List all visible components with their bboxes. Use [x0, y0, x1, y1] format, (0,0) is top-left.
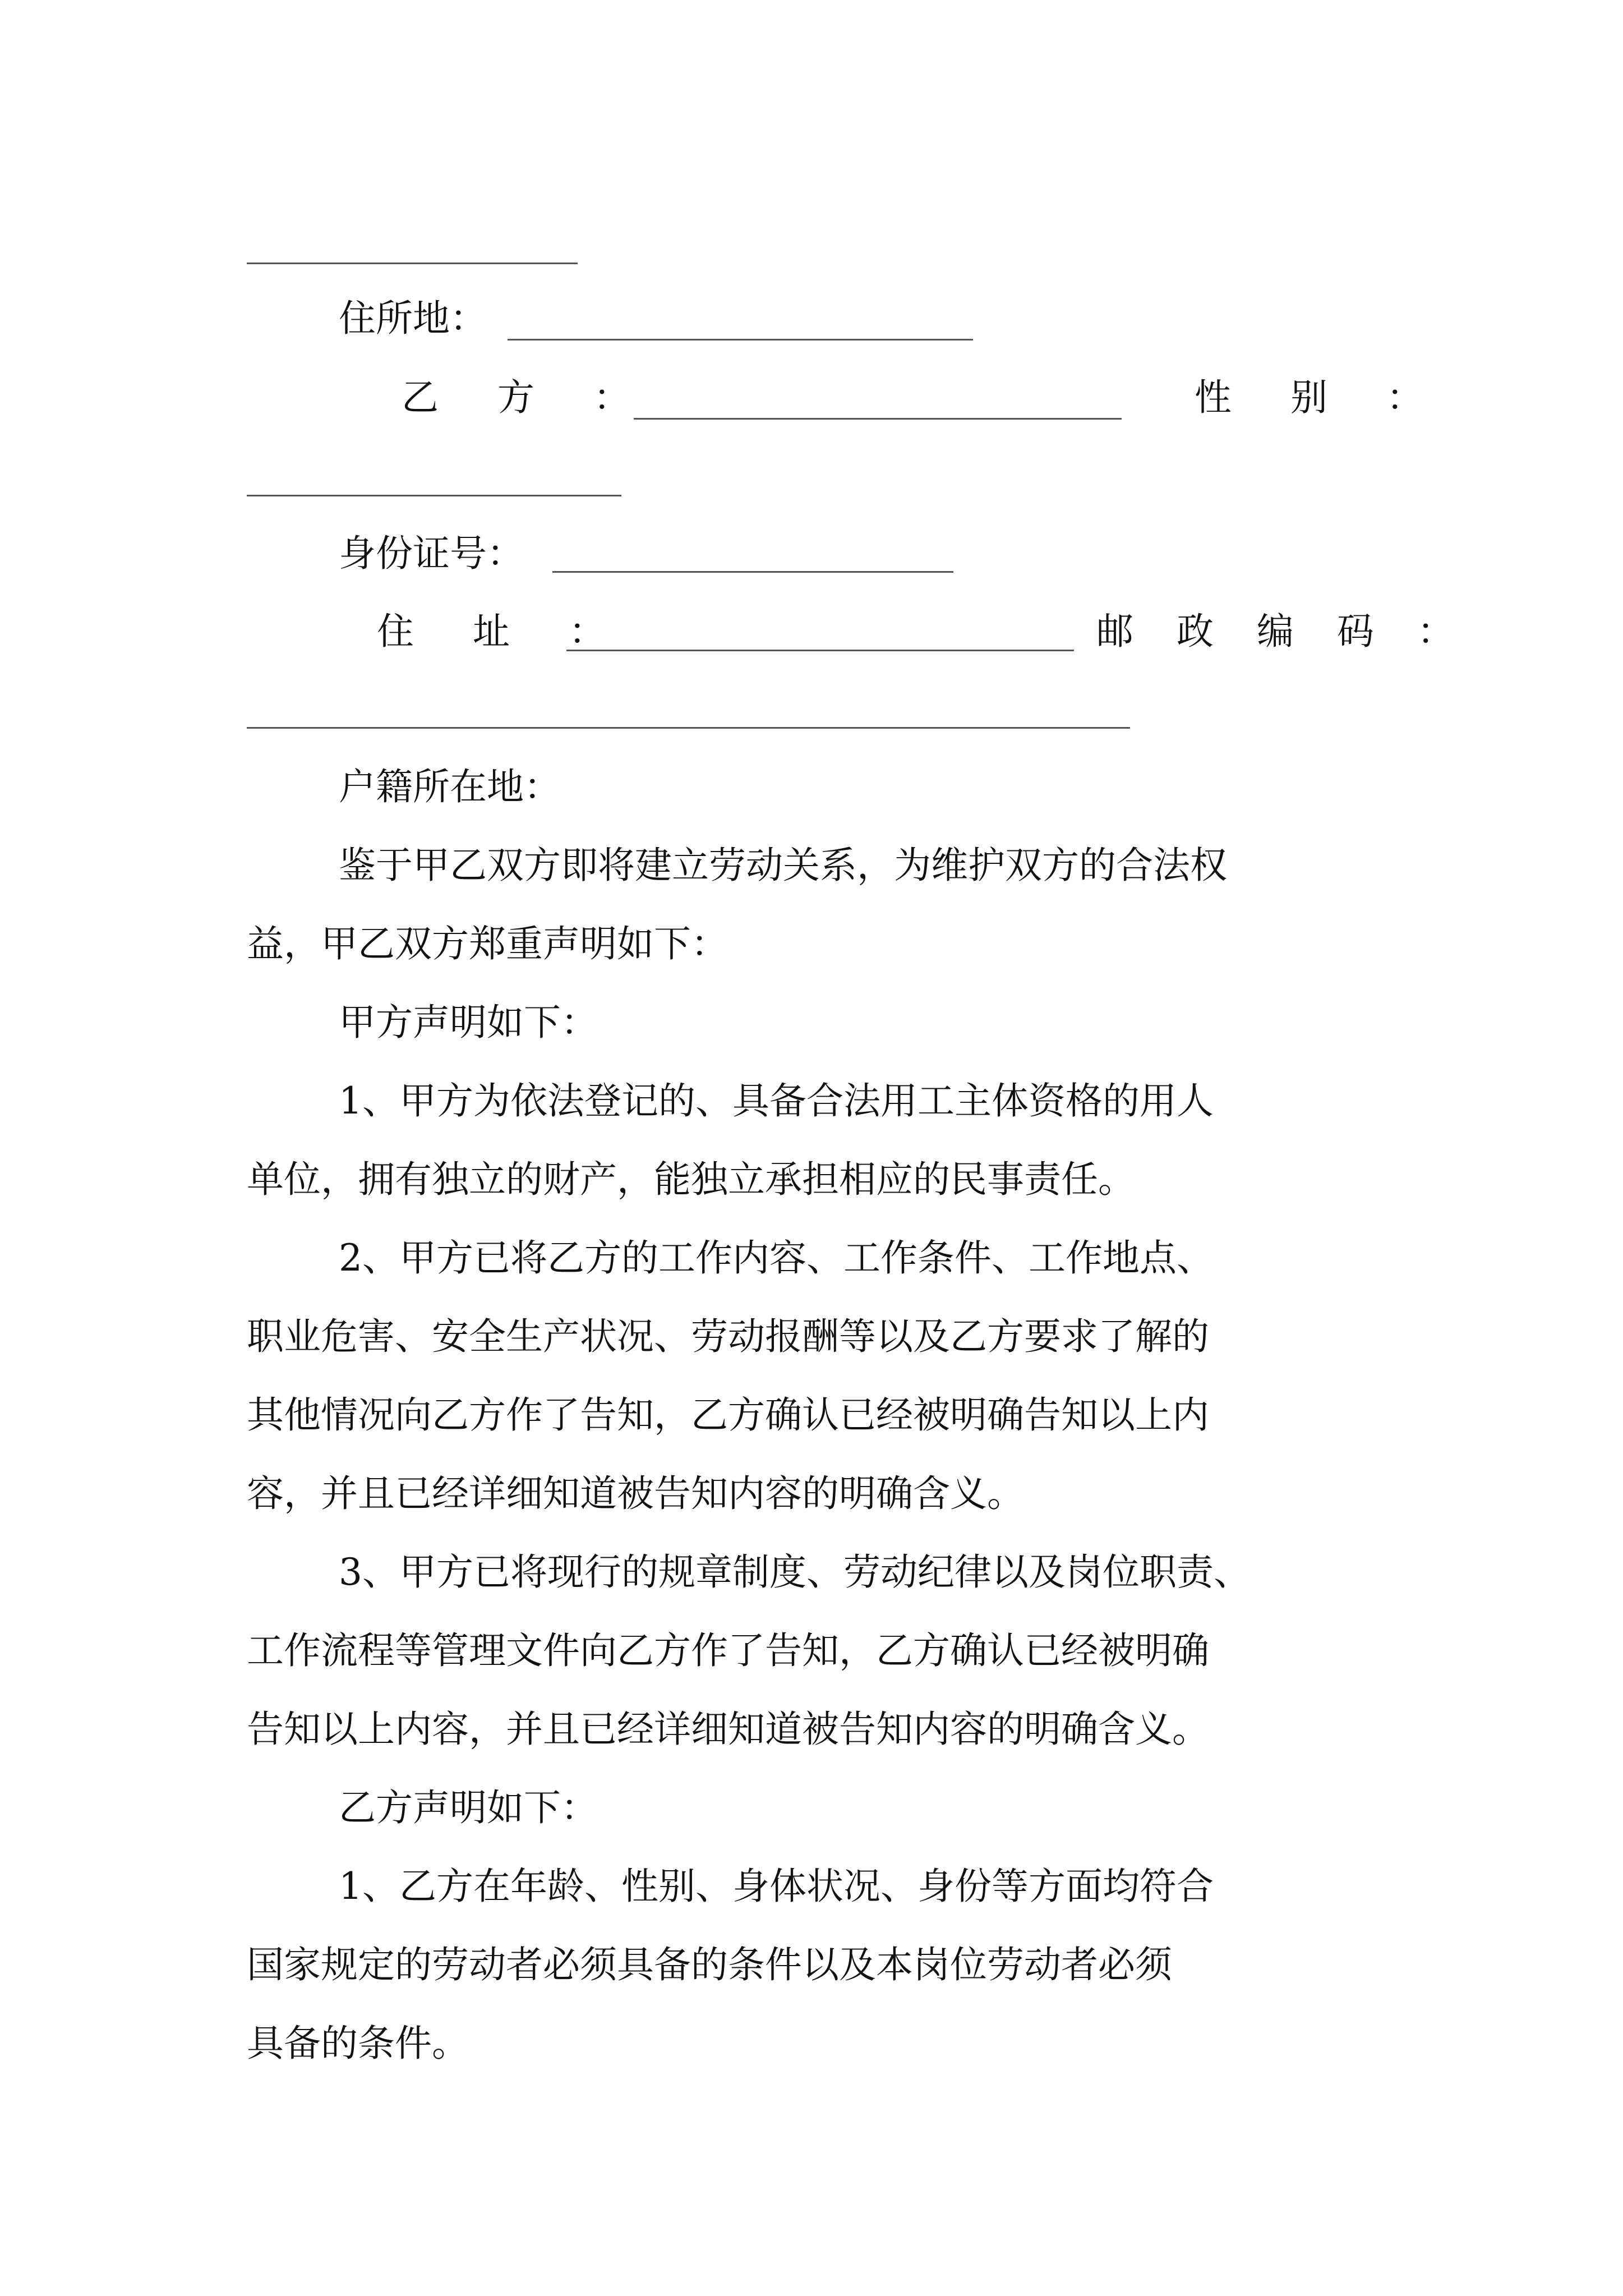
paragraph-line: 2、甲方已将乙方的工作内容、工作条件、工作地点、	[339, 1236, 1214, 1280]
paragraph-line: 益，甲乙双方郑重声明如下：	[247, 922, 728, 965]
party-b-blank[interactable]	[634, 418, 1122, 420]
paragraph-line: 国家规定的劳动者必须具备的条件以及本岗位劳动者必须	[247, 1943, 1172, 1986]
address-label: 住 址 ：	[377, 610, 629, 653]
paragraph-line: 鉴于甲乙双方即将建立劳动关系，为维护双方的合法权	[339, 844, 1227, 887]
section-heading: 甲方声明如下：	[339, 1001, 598, 1044]
paragraph-line: 告知以上内容，并且已经详细知道被告知内容的明确含义。	[247, 1708, 1209, 1751]
gender-blank[interactable]	[247, 495, 621, 496]
residence-label: 住所地：	[339, 297, 487, 340]
blank-line	[247, 263, 578, 264]
paragraph-line: 具备的条件。	[247, 2022, 469, 2065]
paragraph-line: 3、甲方已将现行的规章制度、劳动纪律以及岗位职责、	[339, 1550, 1251, 1594]
id-number-blank[interactable]	[552, 571, 953, 573]
section-heading: 乙方声明如下：	[339, 1786, 598, 1829]
household-registration-label: 户籍所在地：	[339, 765, 561, 808]
residence-blank[interactable]	[508, 339, 973, 341]
paragraph-line: 1、甲方为依法登记的、具备合法用工主体资格的用人	[339, 1079, 1214, 1122]
paragraph-line: 职业危害、安全生产状况、劳动报酬等以及乙方要求了解的	[247, 1315, 1209, 1358]
paragraph-line: 单位，拥有独立的财产，能独立承担相应的民事责任。	[247, 1158, 1135, 1201]
postal-code-blank[interactable]	[247, 727, 1130, 729]
address-blank[interactable]	[566, 650, 1074, 651]
paragraph-line: 其他情况向乙方作了告知，乙方确认已经被明确告知以上内	[247, 1393, 1209, 1437]
paragraph-line: 容，并且已经详细知道被告知内容的明确含义。	[247, 1472, 1024, 1515]
paragraph-line: 1、乙方在年龄、性别、身体状况、身份等方面均符合	[339, 1865, 1214, 1908]
id-number-label: 身份证号：	[339, 532, 524, 575]
paragraph-line: 工作流程等管理文件向乙方作了告知，乙方确认已经被明确	[247, 1629, 1209, 1672]
postal-code-label: 邮 政 编 码 ：	[1096, 610, 1470, 653]
party-b-label: 乙 方 ：	[402, 376, 654, 419]
gender-label: 性 别 ：	[1195, 376, 1447, 419]
